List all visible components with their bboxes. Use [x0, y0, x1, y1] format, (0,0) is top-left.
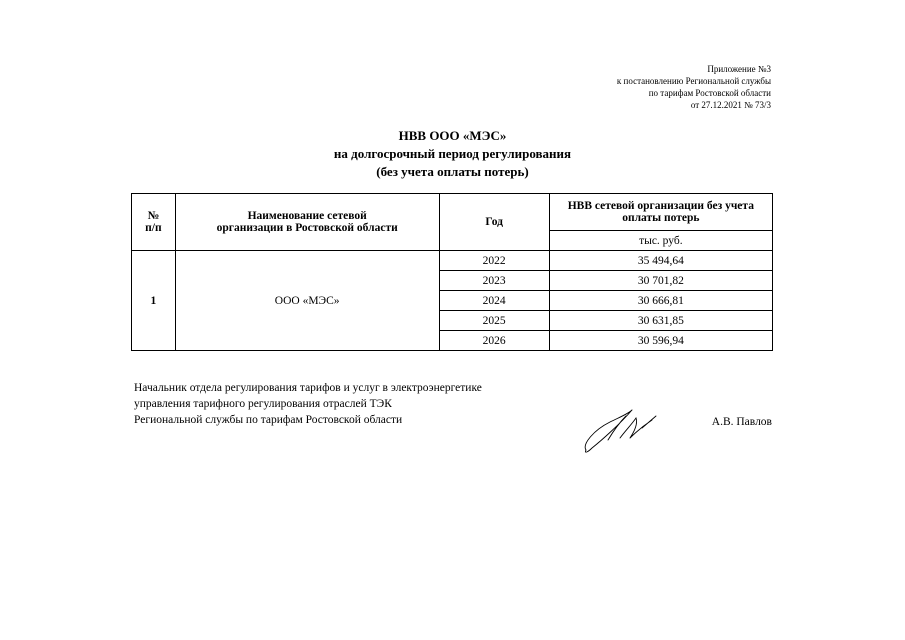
position-line-1: Начальник отдела регулирования тарифов и услуг в электроэнергетике: [134, 382, 482, 394]
appendix-line-2: к постановлению Региональной службы: [616, 76, 771, 86]
year-cell: 2026: [439, 331, 549, 351]
title-line-3: (без учета оплаты потерь): [376, 164, 529, 179]
value-cell: 30 596,94: [549, 331, 772, 351]
position-line-3: Региональной службы по тарифам Ростовской области: [134, 414, 403, 426]
year-cell: 2023: [439, 271, 549, 291]
appendix-line-1: Приложение №3: [707, 64, 771, 74]
value-cell: 30 701,82: [549, 271, 772, 291]
org-name: ООО «МЭС»: [175, 251, 439, 351]
appendix-line-3: по тарифам Ростовской области: [648, 88, 771, 98]
appendix-block: [451, 63, 771, 111]
header-year: Год: [439, 194, 549, 251]
year-cell: 2025: [439, 311, 549, 331]
row-number: 1: [132, 251, 176, 351]
handwritten-signature: [580, 400, 670, 456]
header-unit: тыс. руб.: [549, 231, 772, 251]
header-num: № п/п: [132, 194, 176, 251]
document-title: [130, 127, 775, 181]
header-value: НВВ сетевой организации без учета оплаты потерь: [549, 194, 772, 231]
value-cell: 30 631,85: [549, 311, 772, 331]
appendix-line-4: от 27.12.2021 № 73/3: [690, 100, 771, 110]
value-cell: 35 494,64: [549, 251, 772, 271]
title-line-2: на долгосрочный период регулирования: [333, 146, 572, 161]
signer-name: А.В. Павлов: [711, 416, 772, 428]
nvv-table: [131, 193, 773, 351]
header-name: Наименование сетевой организации в Ростовской области: [175, 194, 439, 251]
title-line-1: НВВ ООО «МЭС»: [398, 128, 507, 143]
value-cell: 30 666,81: [549, 291, 772, 311]
position-line-2: управления тарифного регулирования отраслей ТЭК: [134, 398, 392, 410]
year-cell: 2024: [439, 291, 549, 311]
signature-block: [134, 380, 482, 428]
year-cell: 2022: [439, 251, 549, 271]
